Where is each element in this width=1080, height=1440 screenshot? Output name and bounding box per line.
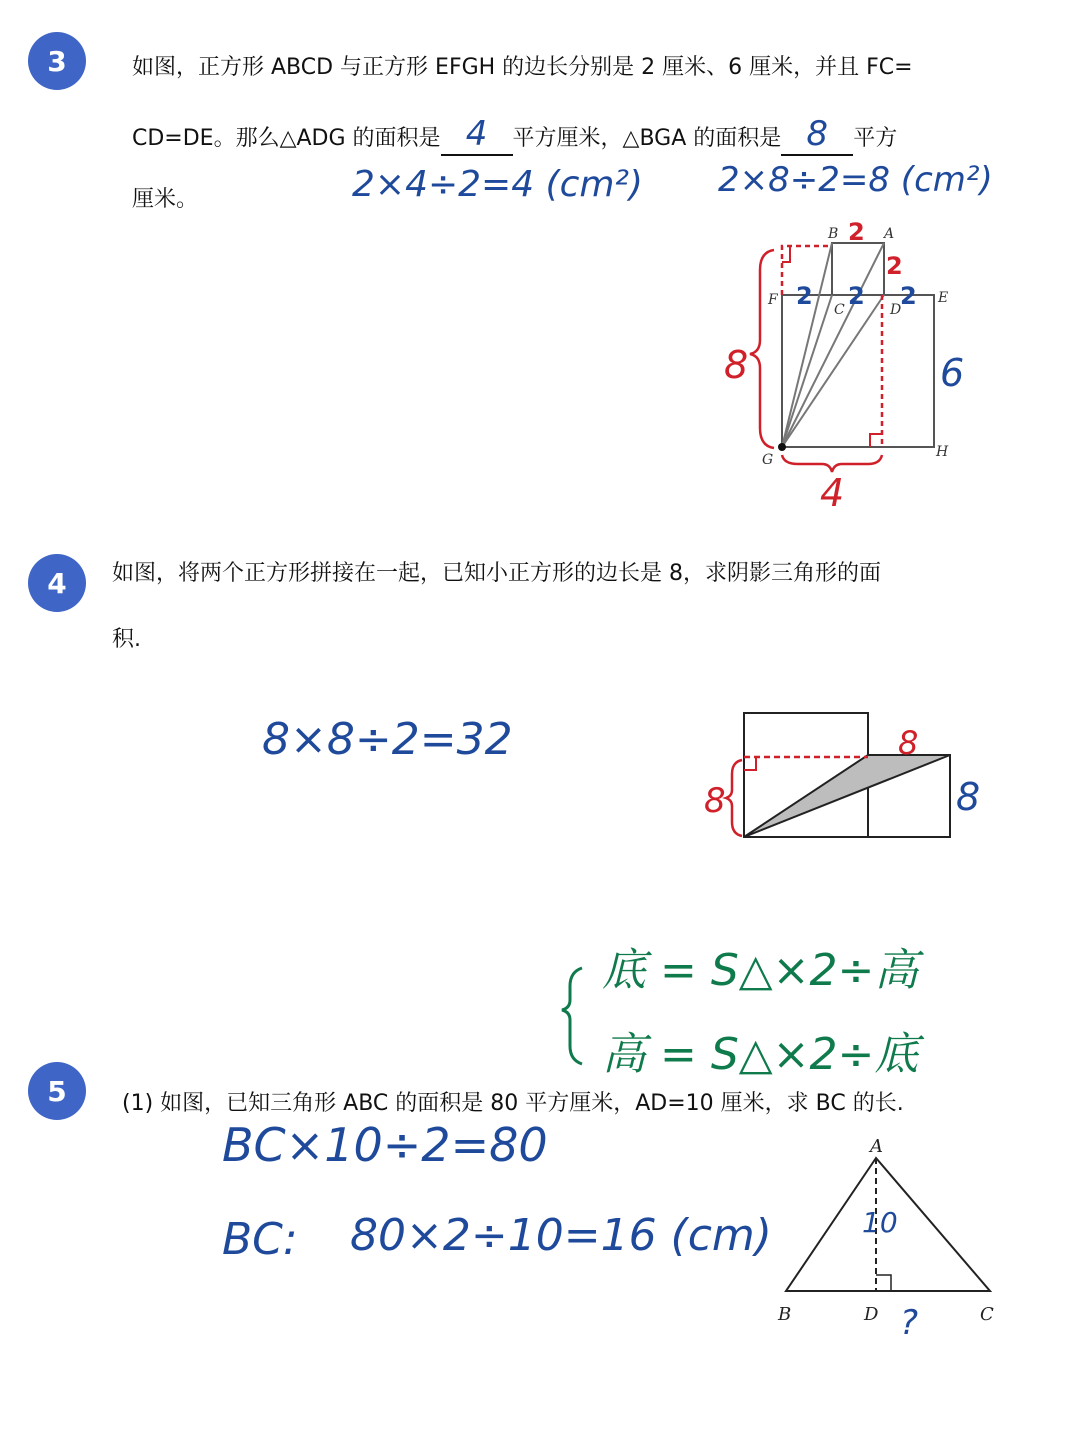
height-label: 10: [862, 1206, 898, 1239]
point-label: H: [936, 444, 949, 460]
question-number-badge: 5: [28, 1062, 86, 1120]
red-label: 2: [848, 218, 865, 246]
question-text-line: 厘米。: [132, 187, 199, 212]
blue-label: 2: [796, 282, 813, 310]
answer-blank: 8: [806, 114, 829, 154]
blue-label: 2: [848, 282, 865, 310]
answer-blank: 4: [465, 114, 488, 154]
handwritten-calculation: 80×2÷10=16 (cm): [350, 1210, 772, 1261]
point-label: C: [980, 1304, 994, 1325]
blue-label: 8: [956, 775, 981, 819]
question-number-badge: 4: [28, 554, 86, 612]
point-label: D: [864, 1304, 879, 1325]
blue-label: 2: [900, 282, 917, 310]
question-text-line: 积.: [112, 627, 141, 652]
point-label: B: [828, 226, 839, 242]
point-label: A: [884, 226, 895, 242]
point-label: A: [870, 1136, 883, 1157]
question-mark: ?: [900, 1303, 919, 1343]
point-label: F: [768, 292, 778, 308]
red-label: 8: [704, 781, 726, 821]
question-number-badge: 3: [28, 32, 86, 90]
question-text-line: (1) 如图，已知三角形 ABC 的面积是 80 平方厘米，AD=10 厘米，求 BC 的长.: [122, 1091, 904, 1116]
question-text-line: 如图，正方形 ABCD 与正方形 EFGH 的边长分别是 2 厘米、6 厘米，并且 FC=: [132, 55, 913, 80]
handwritten-calculation: 2×8÷2=8 (cm²): [718, 160, 993, 200]
red-label: 2: [886, 252, 903, 280]
handwritten-calculation: 8×8÷2=32: [262, 714, 513, 765]
right-angle-mark: [876, 1275, 891, 1291]
red-label: 8: [898, 724, 919, 762]
handwritten-calculation-label: BC:: [222, 1214, 298, 1265]
text-segment: CD=DE。那么△ADG 的面积是: [132, 126, 441, 151]
formula-note: 底 = S△×2÷高: [602, 945, 919, 996]
question-text-line: 如图，将两个正方形拼接在一起，已知小正方形的边长是 8，求阴影三角形的面: [112, 561, 881, 586]
handwritten-calculation: 2×4÷2=4 (cm²): [352, 164, 643, 205]
text-segment: 平方: [853, 126, 898, 151]
formula-note: 高 = S△×2÷底: [602, 1029, 919, 1080]
red-label: 8: [724, 343, 749, 387]
point-label: G: [762, 452, 774, 468]
blue-label: 6: [940, 351, 965, 395]
point-label: D: [890, 302, 902, 318]
point-label: C: [834, 302, 845, 318]
handwritten-calculation: BC×10÷2=80: [222, 1118, 548, 1172]
text-segment: 平方厘米，△BGA 的面积是: [512, 126, 782, 151]
point-label: B: [778, 1304, 792, 1325]
red-label: 4: [820, 471, 845, 515]
point-label: E: [938, 290, 949, 306]
